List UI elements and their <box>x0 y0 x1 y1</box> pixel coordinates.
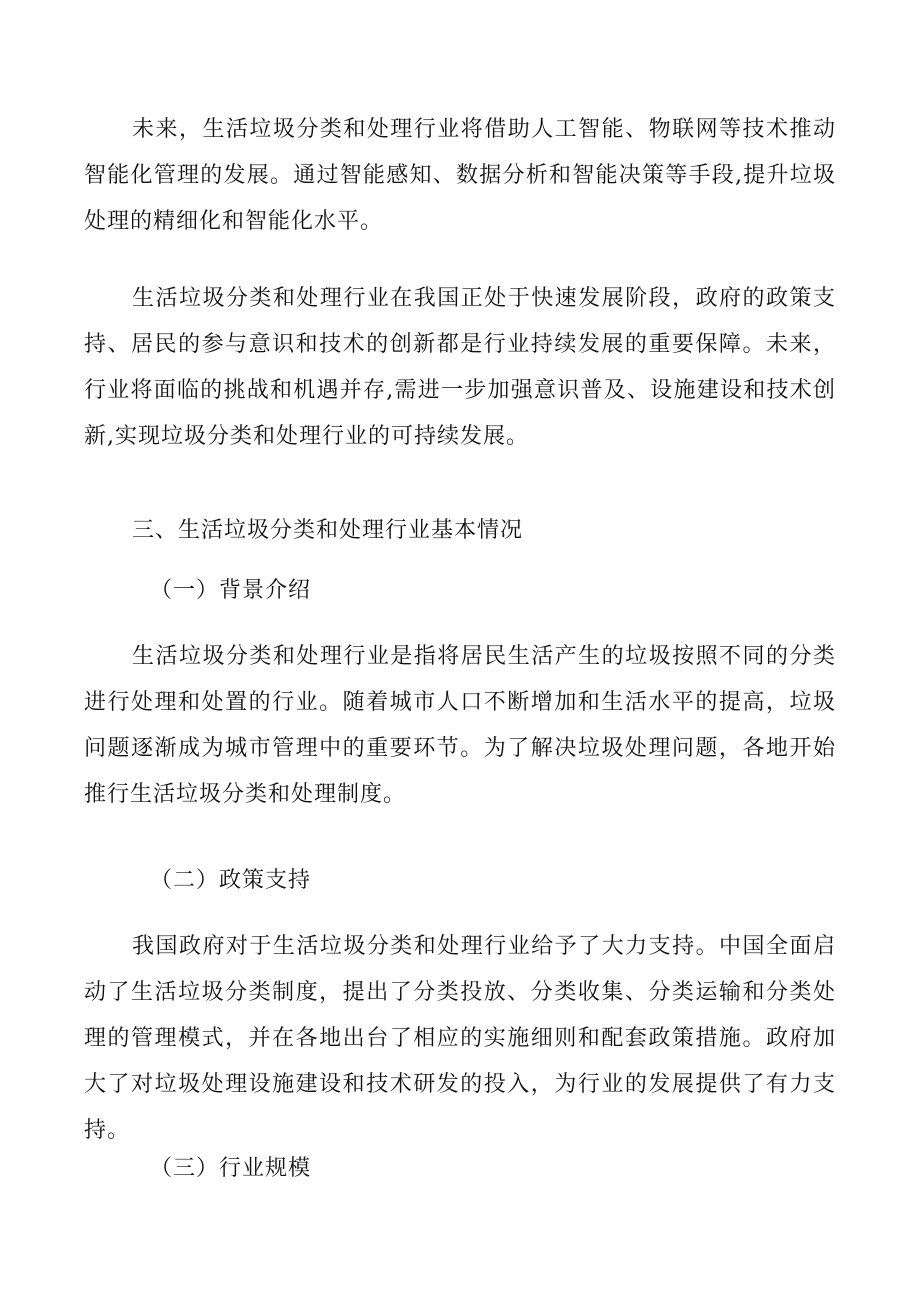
paragraph-background: 生活垃圾分类和处理行业是指将居民生活产生的垃圾按照不同的分类进行处理和处置的行业。随着城市人口不断增加和生活水平的提高，垃圾问题逐渐成为城市管理中的重要环节。为了解决垃圾处理问题，各地开始推行生活垃圾分类和处理制度。 <box>84 644 836 807</box>
paragraph-future-intelligence: 未来，生活垃圾分类和处理行业将借助人工智能、物联网等技术推动智能化管理的发展。通过智能感知、数据分析和智能决策等手段,提升垃圾处理的精细化和智能化水平。 <box>84 117 836 234</box>
subheading-policy-support: （二）政策支持 <box>150 868 312 893</box>
subheading-industry-scale: （三）行业规模 <box>150 1156 312 1181</box>
section-heading-basic-situation: 三、生活垃圾分类和处理行业基本情况 <box>132 518 524 543</box>
paragraph-industry-development: 生活垃圾分类和处理行业在我国正处于快速发展阶段，政府的政策支持、居民的参与意识和技术的创新都是行业持续发展的重要保障。未来，行业将面临的挑战和机遇并存,需进一步加强意识普及、设施建设和技术创新,实现垃圾分类和处理行业的可持续发展。 <box>84 286 836 449</box>
subheading-background: （一）背景介绍 <box>150 578 312 603</box>
paragraph-policy-support: 我国政府对于生活垃圾分类和处理行业给予了大力支持。中国全面启动了生活垃圾分类制度，提出了分类投放、分类收集、分类运输和分类处理的管理模式，并在各地出台了相应的实施细则和配套政策措施。政府加大了对垃圾处理设施建设和技术研发的投入，为行业的发展提供了有力支持。 <box>84 934 836 1143</box>
